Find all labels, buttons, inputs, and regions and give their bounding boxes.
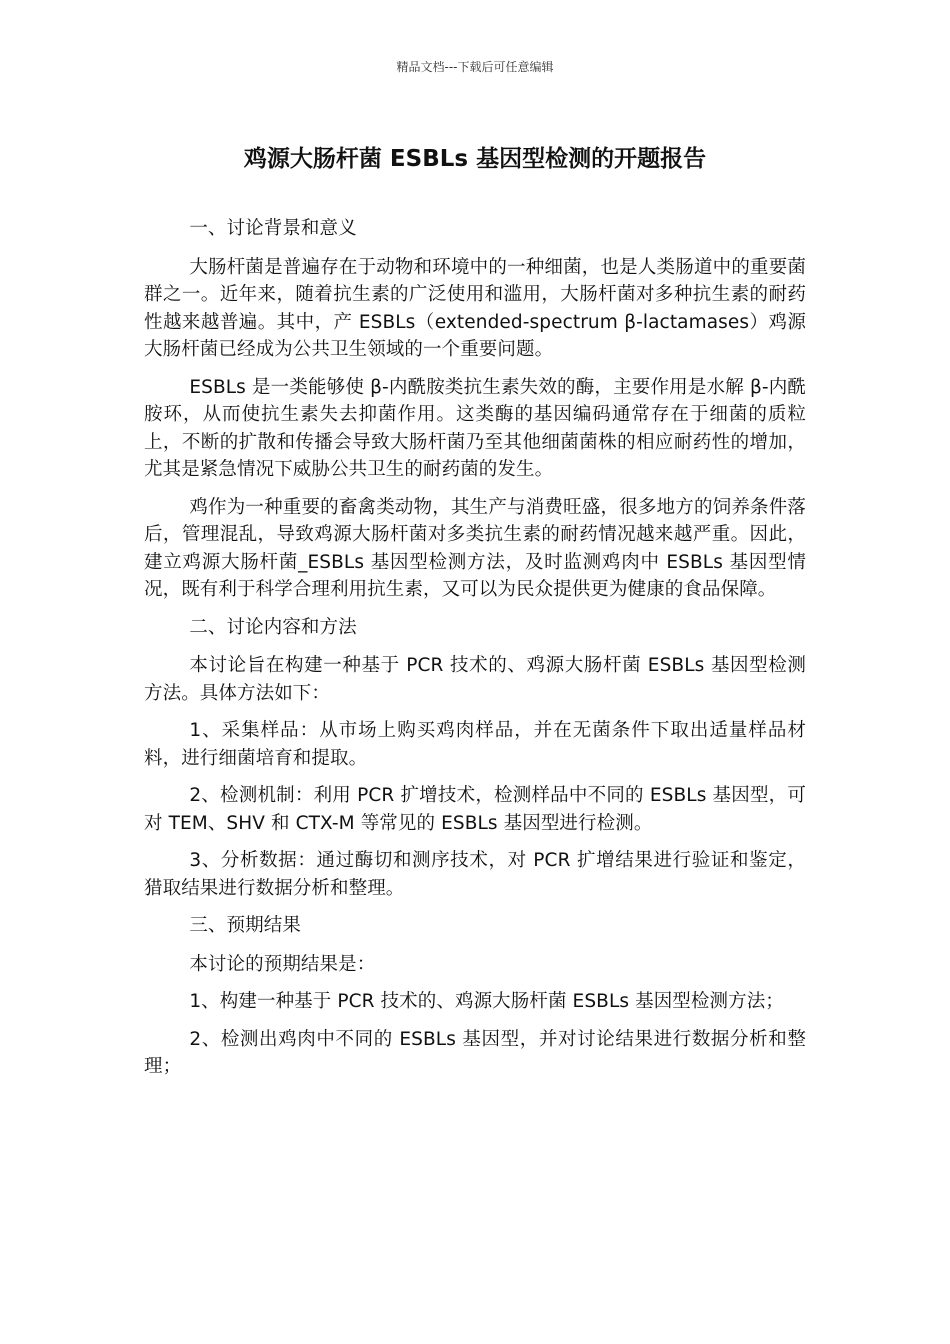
paragraph-chicken-significance: 鸡作为一种重要的畜禽类动物，其生产与消费旺盛，很多地方的饲养条件落后，管理混乱，导致鸡源大肠杆菌对多类抗生素的耐药情况越来越严重。因此，建立鸡源大肠杆菌_ESBLs 基因型检测方法，及时监测鸡肉中 ESBLs 基因型情况，既有利于科学合理利用抗生素，又可以为民众提供更为健康的食品保障。 [144,496,806,600]
section-heading-expected-results: 三、预期结果 [189,915,301,936]
list-item-detection: 2、检测机制：利用 PCR 扩增技术，检测样品中不同的 ESBLs 基因型，可对 TEM、SHV 和 CTX-M 等常见的 ESBLs 基因型进行检测。 [144,785,806,834]
paragraph-results-intro: 本讨论的预期结果是： [189,953,376,975]
list-item-analysis: 3、分析数据：通过酶切和测序技术，对 PCR 扩增结果进行验证和鉴定，猎取结果进行数据分析和整理。 [144,850,806,899]
paragraph-ecoli-intro: 大肠杆菌是普遍存在于动物和环境中的一种细菌，也是人类肠道中的重要菌群之一。近年来，随着抗生素的广泛使用和滥用，大肠杆菌对多种抗生素的耐药性越来越普遍。其中，产 ESBLs（extended-spectrum β-lactamases）鸡源大肠杆菌已经成为公共卫生领域的一个重要问题。 [144,256,806,360]
document-title: 鸡源大肠杆菌 ESBLs 基因型检测的开题报告 [243,146,707,172]
list-item-result-detection: 2、检测出鸡肉中不同的 ESBLs 基因型，并对讨论结果进行数据分析和整理； [144,1028,806,1077]
list-item-result-method: 1、构建一种基于 PCR 技术的、鸡源大肠杆菌 ESBLs 基因型检测方法； [189,991,784,1012]
paragraph-esbls-definition: ESBLs 是一类能够使 β-内酰胺类抗生素失效的酶，主要作用是水解 β-内酰胺环，从而使抗生素失去抑菌作用。这类酶的基因编码通常存在于细菌的质粒上，不断的扩散和传播会导致大肠杆菌乃至其他细菌菌株的相应耐药性的增加，尤其是紧急情况下威胁公共卫生的耐药菌的发生。 [144,376,806,480]
header-note: 精品文档---下载后可任意编辑 [396,60,554,74]
section-heading-background: 一、讨论背景和意义 [189,218,357,239]
list-item-sampling: 1、采集样品：从市场上购买鸡肉样品，并在无菌条件下取出适量样品材料，进行细菌培育和提取。 [144,720,806,769]
section-heading-methods: 二、讨论内容和方法 [189,616,357,638]
document-body [144,215,806,1091]
paragraph-methods-intro: 本讨论旨在构建一种基于 PCR 技术的、鸡源大肠杆菌 ESBLs 基因型检测方法。具体方法如下： [144,655,806,704]
